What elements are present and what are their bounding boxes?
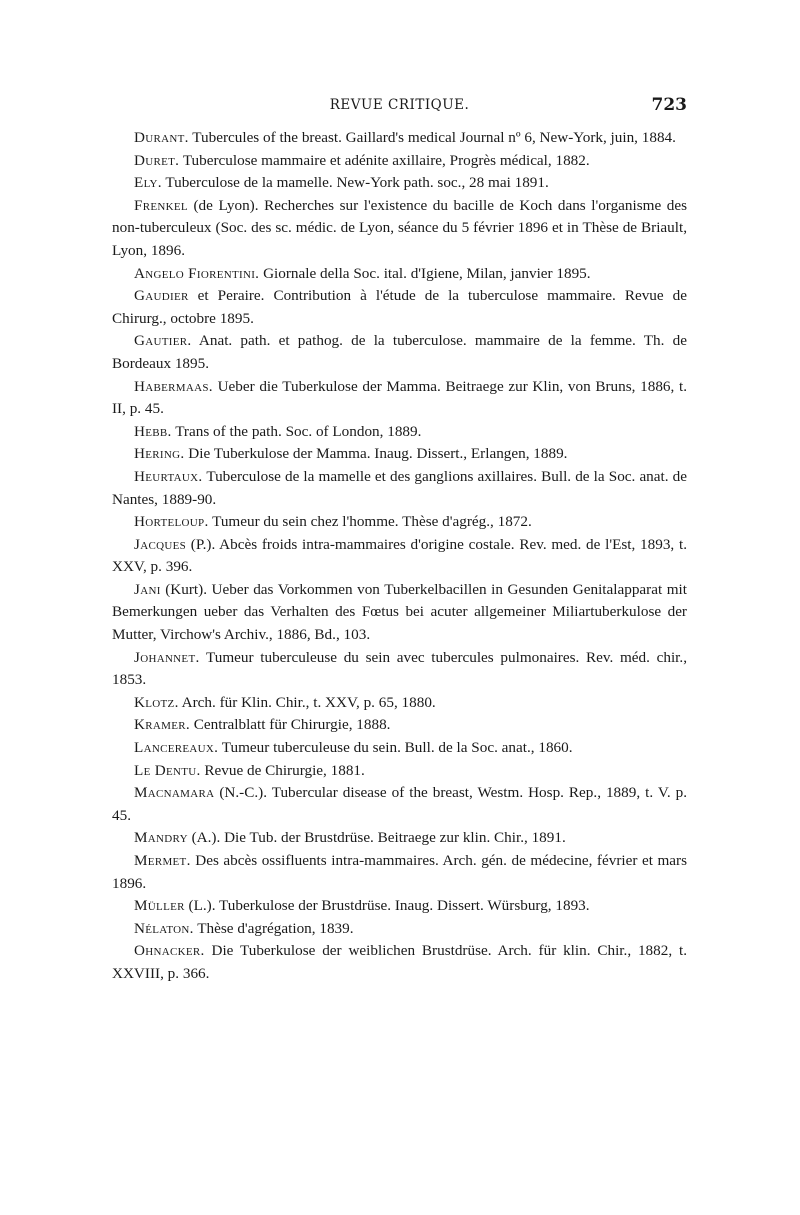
page-header [112,95,687,121]
document-page [112,95,687,986]
bibliography-entry [112,195,687,263]
entry-author: Hebb. [134,422,172,440]
entry-text: Die Tuberkulose der Mamma. Inaug. Dissert., Erlangen, 1889. [184,445,568,463]
bibliography-entry [112,647,687,692]
entry-author: Johannet. [134,648,200,666]
bibliography-entry [112,421,687,444]
entry-text: Tuberculose mammaire et adénite axillaire, Progrès médical, 1882. [179,151,590,169]
bibliography-entry [112,895,687,918]
entry-text: (Kurt). Ueber das Vorkommen von Tuberkelbacillen in Gesunden Genitalapparat mit Bemerkungen ueber das Verhalten des Fœtus bei acuter allgemeiner Miliartuberkulose der Mutter, Virchow's Archiv., 1886, Bd., 103. [112,580,687,644]
entry-author: Nélaton. [134,919,194,937]
entry-text: (N.-C.). Tubercular disease of the breast, Westm. Hosp. Rep., 1889, t. V. p. 45. [112,784,687,824]
bibliography-entry [112,579,687,647]
entry-author: Mandry [134,829,188,847]
entry-author: Jani [134,580,161,598]
entry-author: Gautier. [134,332,192,350]
entry-text: Ueber die Tuberkulose der Mamma. Beitraege zur Klin, von Bruns, 1886, t. II, p. 45. [112,377,687,418]
bibliography-entry [112,760,687,783]
bibliography-entry [112,737,687,760]
bibliography-entry [112,692,687,715]
entry-author: Frenkel [134,196,188,214]
entry-author: Angelo Fiorentini. [134,264,260,282]
bibliography-entry [112,782,687,827]
bibliography-entry [112,376,687,421]
entry-author: Horteloup. [134,513,209,531]
bibliography-entry [112,714,687,737]
bibliography-entry [112,127,687,150]
entry-text: (P.). Abcès froids intra-mammaires d'origine costale. Rev. med. de l'Est, 1893, t. XXV, p. 396. [112,535,687,576]
bibliography-entry [112,263,687,286]
entry-text: Giornale della Soc. ital. d'Igiene, Milan, janvier 1895. [259,264,591,282]
entry-author: Gaudier [134,287,189,305]
entry-text: Thèse d'agrégation, 1839. [193,919,354,937]
entry-text: Des abcès ossifluents intra-mammaires. Arch. gén. de médecine, février et mars 1896. [112,852,687,892]
entry-text: Tubercules of the breast. Gaillard's medical Journal nº 6, New-York, juin, 1884. [188,129,676,146]
entry-text: (A.). Die Tub. der Brustdrüse. Beitraege zur klin. Chir., 1891. [187,829,566,847]
bibliography-entry [112,466,687,511]
entry-author: Habermaas. [134,377,213,395]
entry-text: Tuberculose de la mamelle. New-York path. soc., 28 mai 1891. [161,174,549,192]
entry-text: Centralblatt für Chirurgie, 1888. [189,716,391,734]
bibliography-list [112,127,687,986]
entry-author: Ohnacker. [134,942,205,960]
running-head: REVUE CRITIQUE. [329,97,470,113]
entry-author: Mermet. [134,852,191,869]
entry-author: Hering. [134,445,185,463]
bibliography-entry [112,330,687,375]
entry-author: Klotz. [134,693,179,711]
entry-text: Arch. für Klin. Chir., t. XXV, p. 65, 1880. [178,693,436,711]
entry-text: Tumeur du sein chez l'homme. Thèse d'agrég., 1872. [208,513,532,531]
entry-author: Lancereaux. [134,739,219,757]
entry-author: Heurtaux. [134,467,203,485]
bibliography-entry [112,940,687,985]
page-number: 723 [651,95,687,115]
entry-author: Le Dentu. [134,761,201,779]
entry-text: Tumeur tuberculeuse du sein avec tubercules pulmonaires. Rev. méd. chir., 1853. [112,648,687,689]
entry-text: et Peraire. Contribution à l'étude de la tuberculose mammaire. Revue de Chirurg., octobre 1895. [112,287,687,327]
entry-text: Anat. path. et pathog. de la tuberculose. mammaire de la femme. Th. de Bordeaux 1895. [112,332,687,372]
bibliography-entry [112,918,687,941]
entry-text: (de Lyon). Recherches sur l'existence du bacille de Koch dans l'organisme des non-tuberculeux (Soc. des sc. médic. de Lyon, séance du 5 février 1896 et in Thèse de Briault, Lyon, 1896. [112,196,687,259]
bibliography-entry [112,285,687,330]
bibliography-entry [112,150,687,173]
bibliography-entry [112,511,687,534]
bibliography-entry [112,172,687,195]
entry-author: Müller [134,897,185,915]
entry-text: Tuberculose de la mamelle et des ganglions axillaires. Bull. de la Soc. anat. de Nantes, 1889-90. [112,467,687,508]
entry-author: Macnamara [134,784,215,802]
entry-text: Revue de Chirurgie, 1881. [200,761,365,779]
bibliography-entry [112,443,687,466]
bibliography-entry [112,534,687,579]
bibliography-entry [112,850,687,895]
entry-author: Durant. [134,129,189,146]
entry-author: Kramer. [134,716,190,734]
entry-author: Duret. [134,151,180,169]
entry-author: Ely. [134,174,162,192]
entry-author: Jacques [134,535,187,553]
entry-text: (L.). Tuberkulose der Brustdrüse. Inaug. Dissert. Würsburg, 1893. [184,897,590,915]
entry-text: Trans of the path. Soc. of London, 1889. [171,422,422,440]
bibliography-entry [112,827,687,850]
entry-text: Die Tuberkulose der weiblichen Brustdrüse. Arch. für klin. Chir., 1882, t. XXVIII, p. 366. [112,942,687,982]
entry-text: Tumeur tuberculeuse du sein. Bull. de la Soc. anat., 1860. [218,739,573,757]
